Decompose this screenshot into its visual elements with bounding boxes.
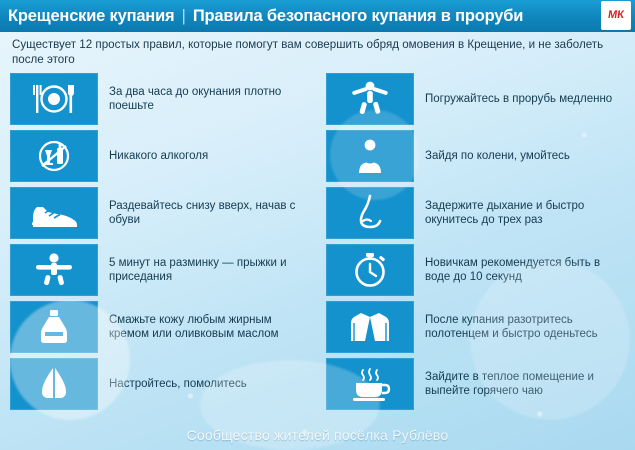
praying-hands-icon bbox=[10, 358, 98, 410]
rule-item bbox=[326, 73, 624, 125]
rules-column-right bbox=[326, 73, 624, 415]
rule-text: Смажьте кожу любым жирным кремом или оливковым маслом bbox=[109, 314, 279, 340]
no-alcohol-icon bbox=[10, 130, 98, 182]
rule-text: Погружайтесь в прорубь медленно bbox=[425, 93, 613, 105]
hot-tea-cup-icon bbox=[326, 358, 414, 410]
towel-icon bbox=[326, 301, 414, 353]
washing-face-icon bbox=[326, 130, 414, 182]
watermark-text: Сообщество жителей посёлка Рублёво bbox=[186, 427, 449, 443]
rule-text: Настройтесь, помолитесь bbox=[109, 378, 247, 390]
rule-item bbox=[10, 358, 308, 410]
page-subtitle: Правила безопасного купания в проруби bbox=[192, 6, 524, 25]
sneaker-icon bbox=[10, 187, 98, 239]
rule-text: Зайдите в теплое помещение и выпейте горячего чаю bbox=[425, 371, 594, 397]
rule-text: Никакого алкоголя bbox=[109, 150, 209, 162]
exercise-person-icon bbox=[10, 244, 98, 296]
lead-paragraph: Существует 12 простых правил, которые помогут вам совершить обряд омовения в Крещение, и не заболеть после этого bbox=[12, 38, 604, 66]
rule-text: Зайдя по колени, умойтесь bbox=[425, 150, 570, 162]
rule-item bbox=[326, 187, 624, 239]
page-title: Крещенские купания bbox=[8, 6, 175, 25]
rule-text: Новичкам рекомендуется быть в воде до 10 секунд bbox=[425, 257, 601, 283]
rule-text: 5 минут на разминку — прыжки и приседания bbox=[109, 257, 287, 283]
person-entering-water-icon bbox=[326, 73, 414, 125]
rule-item bbox=[326, 130, 624, 182]
rules-grid bbox=[0, 71, 635, 415]
rule-item bbox=[326, 358, 624, 410]
rule-item bbox=[326, 301, 624, 353]
rule-item bbox=[10, 187, 308, 239]
rule-item bbox=[10, 244, 308, 296]
publisher-logo-label: МК bbox=[607, 9, 625, 21]
plate-fork-knife-icon bbox=[10, 73, 98, 125]
cream-bottle-icon bbox=[10, 301, 98, 353]
rule-text: После купания разотритесь полотенцем и быстро оденьтесь bbox=[425, 314, 598, 340]
rule-item bbox=[10, 130, 308, 182]
poster-header bbox=[0, 0, 635, 32]
nose-breath-icon bbox=[326, 187, 414, 239]
publisher-logo bbox=[601, 1, 631, 30]
rule-text: За два часа до окунания плотно поешьте bbox=[109, 86, 282, 112]
title-separator: | bbox=[181, 6, 186, 25]
rules-column-left bbox=[10, 73, 308, 415]
rule-item bbox=[10, 301, 308, 353]
rule-text: Задержите дыхание и быстро окунитесь до трех раз bbox=[425, 200, 585, 226]
rule-item bbox=[326, 244, 624, 296]
stopwatch-icon bbox=[326, 244, 414, 296]
rule-text: Раздевайтесь снизу вверх, начав с обуви bbox=[109, 200, 296, 226]
rule-item bbox=[10, 73, 308, 125]
